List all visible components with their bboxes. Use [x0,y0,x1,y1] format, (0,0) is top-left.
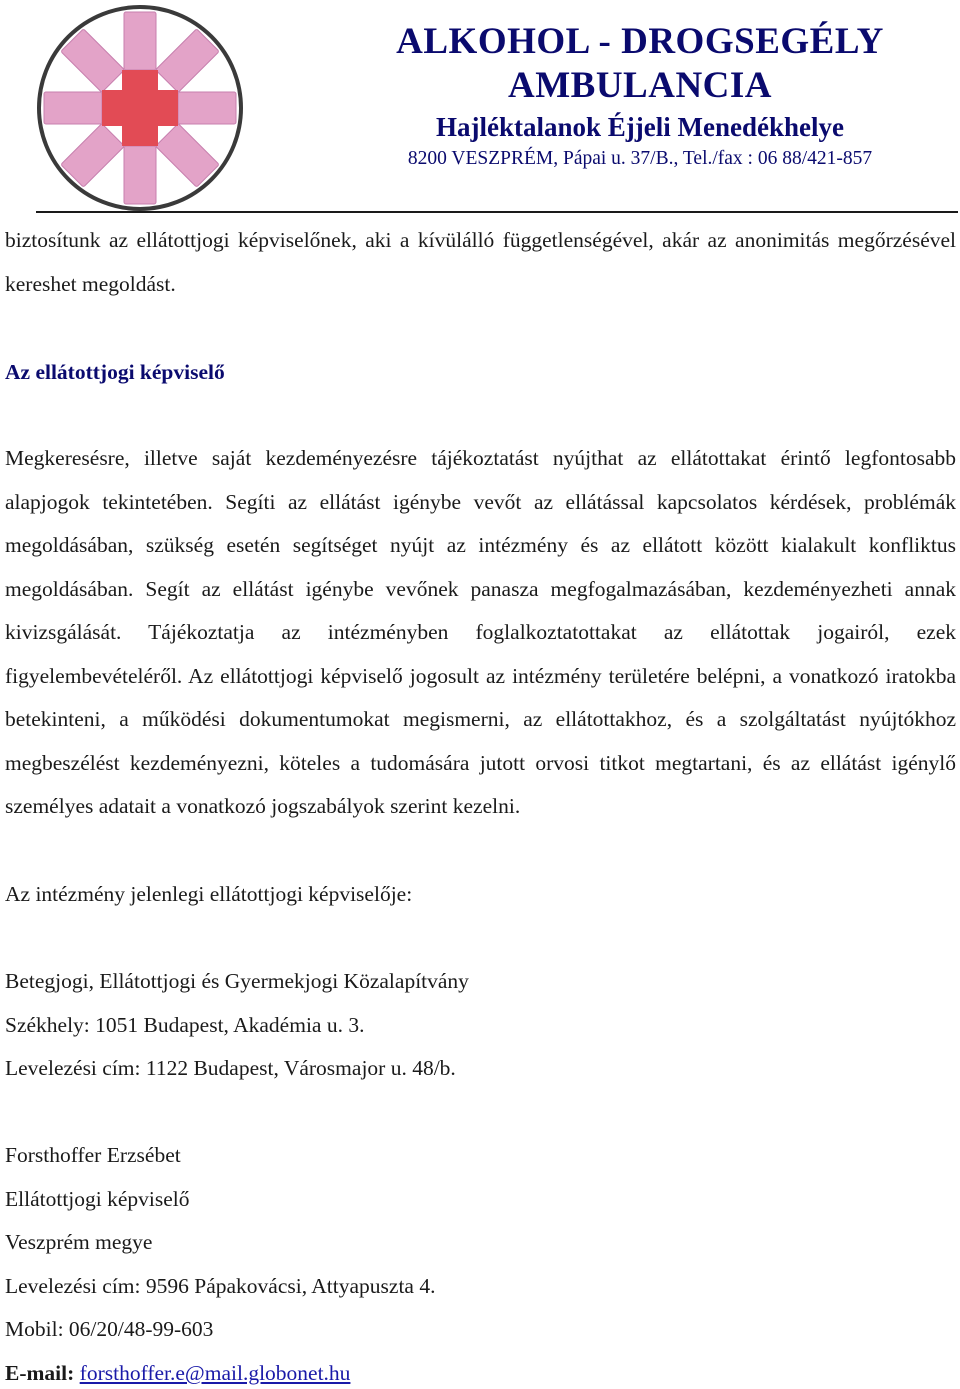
header-divider [36,211,958,213]
foundation-mail-address: Levelezési cím: 1122 Budapest, Városmajor u. 48/b. [5,1056,456,1080]
org-subtitle: Hajléktalanok Éjjeli Menedékhelye [436,112,844,142]
representative-county: Veszprém megye [5,1230,153,1254]
org-title-line-1: ALKOHOL - DROGSEGÉLY [396,21,884,62]
representative-mail-address: Levelezési cím: 9596 Pápakovácsi, Attyapuszta 4. [5,1274,436,1298]
representative-name: Forsthoffer Erzsébet [5,1143,181,1167]
red-cross-emblem-icon [36,4,244,212]
section-heading: Az ellátottjogi képviselő [5,360,225,384]
foundation-seat: Székhely: 1051 Budapest, Akadémia u. 3. [5,1013,365,1037]
representative-role: Ellátottjogi képviselő [5,1187,190,1211]
representative-email-row [5,1360,350,1386]
organization-header [330,20,950,172]
foundation-name: Betegjogi, Ellátottjogi és Gyermekjogi Közalapítvány [5,969,469,993]
intro-paragraph: biztosítunk az ellátottjogi képviselőnek, aki a kívülálló függetlenségével, akár az anonimitás megőrzésével kereshet megoldást. [5,228,956,296]
org-title-line-2: AMBULANCIA [508,65,772,106]
org-address: 8200 VESZPRÉM, Pápai u. 37/B., Tel./fax : 06 88/421-857 [407,148,873,169]
representative-mobile: Mobil: 06/20/48-99-603 [5,1317,214,1341]
email-link[interactable]: forsthoffer.e@mail.globonet.hu [79,1361,351,1385]
current-representative-intro: Az intézmény jelenlegi ellátottjogi képviselője: [5,882,413,906]
representative-duties-paragraph: Megkeresésre, illetve saját kezdeményezésre tájékoztatást nyújthat az ellátottakat érintő legfontosabb alapjogok tekintetében. Segíti az ellátást igénybe vevőt az ellátással kapcsolatos kérdések, problémák megoldásában, szükség esetén segítséget nyújt az intézmény és az ellátott között kialakult konfliktus megoldásában. Segít az ellátást igénybe vevőnek panasza megfogalmazásában, kezdeményezheti annak kivizsgálását. Tájékoztatja az intézményben foglalkoztatottakat az ellátottak jogairól, ezek figyelembevételéről. Az ellátottjogi képviselő jogosult az intézmény területére belépni, a vonatkozó iratokba betekinteni, a működési dokumentumokat megismerni, az ellátottakhoz, és a szolgáltatást nyújtókhoz megbeszélést kezdeményezni, köteles a tudomására jutott orvosi titkot megtartani, és az ellátást igénylő személyes adatait a vonatkozó jogszabályok szerint kezelni. [5,446,956,818]
email-label: E-mail: [5,1361,75,1385]
